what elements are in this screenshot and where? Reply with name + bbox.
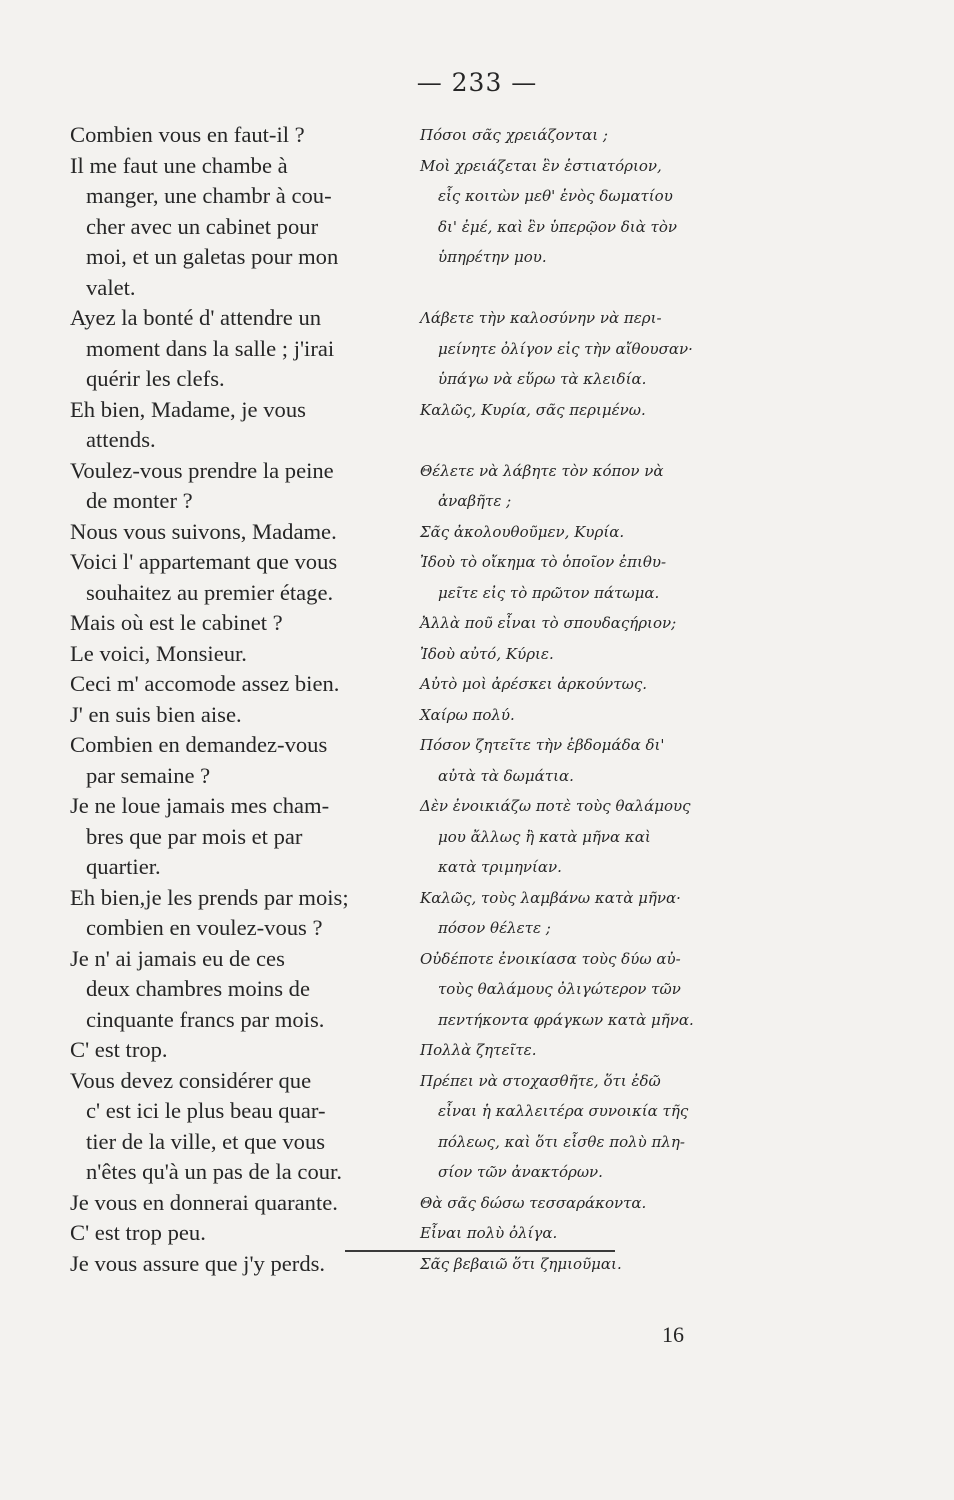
french-text (70, 730, 410, 791)
french-line: Je vous en donnerai quarante. (70, 1189, 338, 1215)
french-text (70, 547, 410, 608)
greek-line: Θέλετε νὰ λάβητε τὸν κόπον νὰ (420, 461, 664, 480)
greek-text (420, 883, 788, 944)
french-line: cher avec un cabinet pour (86, 213, 319, 239)
dialogue-row (70, 151, 790, 304)
greek-line: Καλῶς, τοὺς λαμβάνω κατὰ μῆνα· (420, 888, 681, 907)
french-line: Combien vous en faut-il ? (70, 122, 305, 147)
french-line: moi, et un galetas pour mon (86, 244, 339, 269)
greek-line: Ἀλλὰ ποῦ εἶναι τὸ σπουδαςήριον; (420, 614, 677, 632)
greek-line: αὐτὰ τὰ δωμάτια. (438, 766, 574, 785)
greek-line: Πρέπει νὰ στοχασθῆτε, ὅτι ἐδῶ (420, 1071, 661, 1090)
dialogue-row (70, 120, 790, 151)
french-line: manger, une chambr à cou- (86, 183, 332, 208)
french-text (70, 120, 410, 151)
dialogue-row (70, 791, 790, 883)
french-line: par semaine ? (86, 762, 211, 788)
greek-text (420, 395, 788, 426)
french-line: Il me faut une chambe à (70, 152, 288, 178)
greek-line: Πόσοι σᾶς χρειάζονται ; (420, 126, 608, 144)
greek-line: ἀναβῆτε ; (438, 492, 512, 510)
greek-text (420, 303, 788, 395)
dialogue-row (70, 608, 790, 639)
french-text (70, 608, 410, 639)
greek-line: μείνητε ὀλίγον εἰς τὴν αἴθουσαν· (438, 339, 693, 358)
page-number: — 233 — (416, 68, 538, 97)
french-line: Vous devez considérer que (70, 1067, 312, 1093)
dialogue-row (70, 303, 790, 395)
greek-line: Θὰ σᾶς δώσω τεσσαράκοντα. (420, 1193, 647, 1212)
greek-line: πεντήκοντα φράγκων κατὰ μῆνα. (438, 1010, 694, 1029)
greek-line: ὑπηρέτην μου. (438, 248, 547, 266)
greek-line: σίον τῶν ἀνακτόρων. (438, 1163, 603, 1181)
greek-line: πόσον θέλετε ; (438, 919, 551, 937)
french-line: Voulez-vous prendre la peine (70, 457, 334, 483)
french-text (70, 151, 410, 304)
french-line: Ayez la bonté d' attendre un (70, 305, 322, 330)
greek-text (420, 944, 788, 1036)
greek-line: Ἰδοὺ αὐτό, Κύριε. (420, 644, 554, 663)
dialogue-row (70, 517, 790, 548)
french-line: attends. (86, 427, 156, 452)
french-text (70, 303, 410, 395)
greek-text (420, 1066, 788, 1188)
dialogue-row (70, 944, 790, 1036)
dialogue-row (70, 1035, 790, 1066)
french-text (70, 791, 410, 883)
greek-line: εἶναι ἡ καλλειτέρα συνοικία τῆς (438, 1102, 689, 1120)
greek-text (420, 1218, 788, 1249)
french-line: n'êtes qu'à un pas de la cour. (86, 1159, 342, 1184)
greek-line: Μοὶ χρειάζεται ἓν ἑστιατόριον, (420, 156, 662, 175)
french-line: Voici l' appartemant que vous (70, 549, 338, 574)
french-line: combien en voulez-vous ? (86, 915, 323, 940)
dialogue-row (70, 700, 790, 731)
greek-line: Αὐτὸ μοὶ ἀρέσκει ἀρκούντως. (420, 675, 647, 693)
dialogue-row (70, 1249, 790, 1280)
dialogue-row (70, 883, 790, 944)
greek-line: Λάβετε τὴν καλοσύνην νὰ περι- (420, 309, 662, 327)
greek-line: εἷς κοιτὼν μεθ' ἑνὸς δωματίου (438, 187, 673, 205)
french-text (70, 1035, 410, 1066)
greek-text (420, 669, 788, 700)
greek-line: μεῖτε εἰς τὸ πρῶτον πάτωμα. (438, 583, 660, 602)
french-line: de monter ? (86, 488, 193, 513)
french-line: Je vous assure que j'y perds. (70, 1250, 326, 1276)
french-text (70, 669, 410, 700)
french-line: quérir les clefs. (86, 366, 225, 391)
greek-line: Ἰδοὺ τὸ οἴκημα τὸ ὁποῖον ἐπιθυ- (420, 553, 667, 571)
french-line: Eh bien,je les prends par mois; (70, 884, 349, 910)
french-text (70, 395, 410, 456)
greek-line: τοὺς θαλάμους ὀλιγώτερον τῶν (438, 980, 681, 998)
french-line: bres que par mois et par (86, 823, 303, 849)
greek-line: κατὰ τριμηνίαν. (438, 858, 562, 876)
french-line: J' en suis bien aise. (70, 701, 242, 727)
french-text (70, 517, 410, 548)
greek-text (420, 700, 788, 731)
greek-line: Σᾶς βεβαιῶ ὅτι ζημιοῦμαι. (420, 1254, 622, 1273)
greek-line: ὑπάγω νὰ εὕρω τὰ κλειδία. (438, 370, 647, 388)
greek-line: δι' ἐμέ, καὶ ἓν ὑπερῷον διὰ τὸν (438, 217, 677, 236)
greek-text (420, 456, 788, 517)
french-line: Mais où est le cabinet ? (70, 610, 283, 635)
greek-line: Πόσον ζητεῖτε τὴν ἑβδομάδα δι' (420, 736, 665, 754)
french-line: deux chambres moins de (86, 976, 310, 1001)
greek-line: πόλεως, καὶ ὅτι εἶσθε πολὺ πλη- (438, 1132, 685, 1151)
french-line: C' est trop. (70, 1037, 168, 1062)
dialogue-row (70, 669, 790, 700)
dialogue-row (70, 456, 790, 517)
greek-line: Δὲν ἐνοικιάζω ποτὲ τοὺς θαλάμους (420, 797, 691, 815)
french-text (70, 639, 410, 670)
french-line: tier de la ville, et que vous (86, 1128, 326, 1154)
signature-mark: 16 (662, 1322, 684, 1347)
french-line: C' est trop peu. (70, 1220, 206, 1245)
french-text (70, 1188, 410, 1219)
french-line: Eh bien, Madame, je vous (70, 396, 306, 422)
greek-text (420, 791, 788, 883)
french-line: souhaitez au premier étage. (86, 579, 334, 605)
greek-text (420, 608, 788, 639)
greek-text (420, 1249, 788, 1280)
dialogue-row (70, 395, 790, 456)
dialogue-row (70, 730, 790, 791)
french-line: Ceci m' accomode assez bien. (70, 671, 340, 696)
french-text (70, 700, 410, 731)
french-line: Combien en demandez-vous (70, 732, 328, 757)
french-text (70, 1218, 410, 1249)
dialogue-row (70, 1188, 790, 1219)
french-line: cinquante francs par mois. (86, 1006, 325, 1032)
greek-line: Οὐδέποτε ἐνοικίασα τοὺς δύω αὐ- (420, 949, 681, 968)
french-text (70, 1066, 410, 1188)
dialogue-row (70, 639, 790, 670)
greek-line: Καλῶς, Κυρία, σᾶς περιμένω. (420, 400, 646, 419)
greek-text (420, 547, 788, 608)
greek-line: Πολλὰ ζητεῖτε. (420, 1041, 537, 1059)
french-text (70, 456, 410, 517)
footer-rule (345, 1250, 615, 1252)
greek-text (420, 1035, 788, 1066)
greek-text (420, 120, 788, 151)
dialogue-row (70, 1066, 790, 1188)
greek-text (420, 517, 788, 548)
greek-text (420, 1188, 788, 1219)
greek-text (420, 639, 788, 670)
greek-line: Χαίρω πολύ. (420, 705, 515, 724)
greek-line: μου ἄλλως ἢ κατὰ μῆνα καὶ (438, 827, 651, 846)
greek-line: Εἶναι πολὺ ὀλίγα. (420, 1224, 558, 1242)
dialogue-row (70, 1218, 790, 1249)
french-line: Le voici, Monsieur. (70, 640, 247, 666)
greek-text (420, 151, 788, 273)
french-line: quartier. (86, 854, 161, 879)
french-line: Je n' ai jamais eu de ces (70, 945, 285, 971)
french-line: moment dans la salle ; j'irai (86, 335, 335, 361)
french-text (70, 1249, 410, 1280)
french-text (70, 944, 410, 1036)
french-line: valet. (86, 274, 136, 300)
greek-text (420, 730, 788, 791)
dialogue-columns (70, 120, 790, 1279)
dialogue-row (70, 547, 790, 608)
french-line: Je ne loue jamais mes cham- (70, 793, 330, 818)
french-line: c' est ici le plus beau quar- (86, 1098, 326, 1123)
french-line: Nous vous suivons, Madame. (70, 518, 337, 544)
greek-line: Σᾶς ἀκολουθοῦμεν, Κυρία. (420, 522, 625, 541)
french-text (70, 883, 410, 944)
